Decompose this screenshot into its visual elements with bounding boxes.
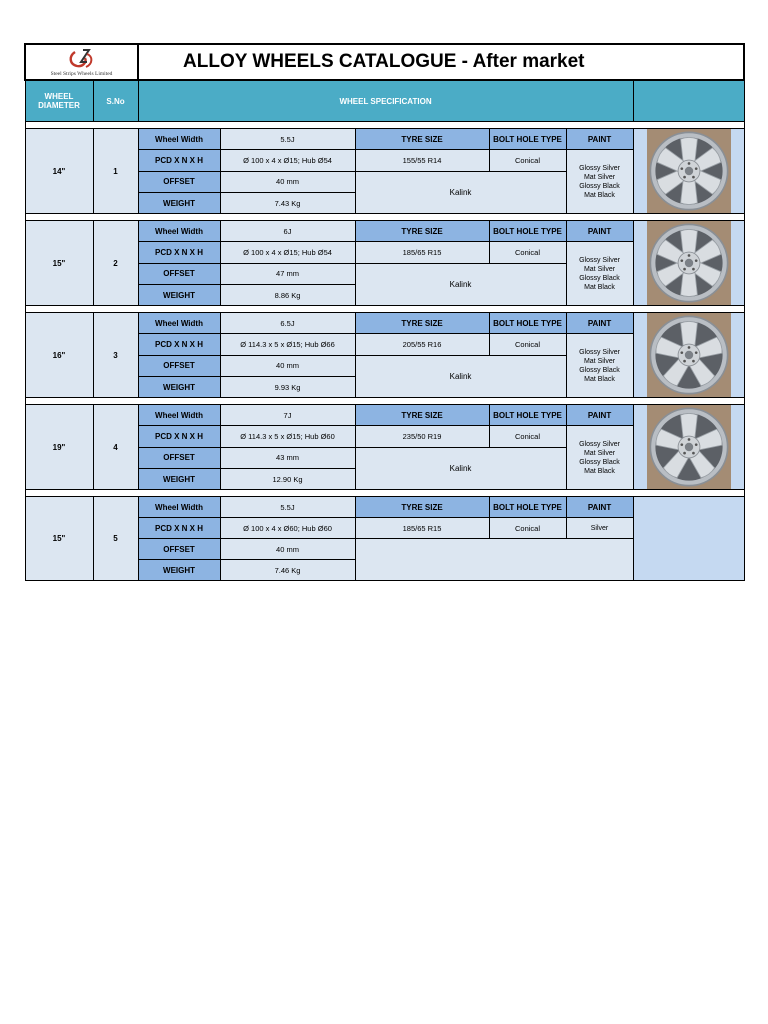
wheel-image-cell: [633, 405, 744, 490]
catalogue-table: [24, 43, 745, 581]
wheel-row: [25, 405, 744, 426]
label-bolt-hole-type: BOLT HOLE TYPE: [489, 405, 566, 426]
value-pcd: Ø 100 x 4 x Ø60; Hub Ø60: [220, 518, 355, 539]
value-tyre-size: 185/65 R15: [355, 518, 489, 539]
value-pcd: Ø 100 x 4 x Ø15; Hub Ø54: [220, 242, 355, 264]
value-pcd: Ø 100 x 4 x Ø15; Hub Ø54: [220, 150, 355, 172]
wheel-image-cell: [633, 497, 744, 581]
gap-cell: [25, 306, 744, 313]
alloy-wheel-image: [646, 313, 732, 397]
value-bolt-hole-type: Conical: [489, 426, 566, 448]
wheel-row: [25, 221, 744, 242]
label-tyre-size: TYRE SIZE: [355, 497, 489, 518]
value-offset: 40 mm: [220, 539, 355, 560]
wheel-diameter: 16": [25, 313, 93, 398]
wheel-image-cell: [633, 221, 744, 306]
value-weight: 8.86 Kg: [220, 285, 355, 306]
wheel-row: [25, 313, 744, 334]
label-weight: WEIGHT: [138, 285, 220, 306]
label-wheel-width: Wheel Width: [138, 405, 220, 426]
label-weight: WEIGHT: [138, 193, 220, 214]
gap-cell: [25, 122, 744, 129]
value-tyre-size: 155/55 R14: [355, 150, 489, 172]
wheel-diameter: 14": [25, 129, 93, 214]
paint-option: Mat Silver: [583, 357, 616, 365]
alloy-wheel-image: [646, 221, 732, 305]
label-paint: PAINT: [566, 405, 633, 426]
paint-option: Mat Black: [584, 467, 615, 475]
label-wheel-width: Wheel Width: [138, 313, 220, 334]
value-bolt-hole-type: Conical: [489, 334, 566, 356]
label-pcd: PCD X N X H: [138, 150, 220, 172]
label-pcd: PCD X N X H: [138, 334, 220, 356]
label-tyre-size: TYRE SIZE: [355, 129, 489, 150]
gap-cell: [25, 214, 744, 221]
gap-cell: [25, 398, 744, 405]
paint-option: Glossy Silver: [579, 256, 620, 264]
serial-number: 1: [93, 129, 138, 214]
col-header-image: [633, 80, 744, 122]
label-offset: OFFSET: [138, 171, 220, 193]
label-pcd: PCD X N X H: [138, 518, 220, 539]
value-manufacturer: Kalink: [355, 447, 566, 490]
paint-option: Mat Black: [584, 375, 615, 383]
label-wheel-width: Wheel Width: [138, 497, 220, 518]
value-offset: 40 mm: [220, 171, 355, 193]
label-pcd: PCD X N X H: [138, 242, 220, 264]
label-tyre-size: TYRE SIZE: [355, 313, 489, 334]
label-bolt-hole-type: BOLT HOLE TYPE: [489, 129, 566, 150]
value-offset: 40 mm: [220, 355, 355, 377]
value-paint: [566, 334, 633, 398]
paint-option: Glossy Black: [579, 458, 620, 466]
paint-option: Glossy Silver: [579, 348, 620, 356]
paint-option: Glossy Silver: [579, 440, 620, 448]
value-manufacturer: Kalink: [355, 355, 566, 398]
value-tyre-size: 185/65 R15: [355, 242, 489, 264]
value-wheel-width: 5.5J: [220, 129, 355, 150]
value-bolt-hole-type: Conical: [489, 150, 566, 172]
value-offset: 47 mm: [220, 263, 355, 285]
value-weight: 7.43 Kg: [220, 193, 355, 214]
label-weight: WEIGHT: [138, 560, 220, 581]
page-title: ALLOY WHEELS CATALOGUE - After market: [138, 44, 744, 80]
paint-option: Mat Silver: [583, 173, 616, 181]
label-wheel-width: Wheel Width: [138, 129, 220, 150]
label-offset: OFFSET: [138, 263, 220, 285]
gap-cell: [25, 490, 744, 497]
alloy-wheel-image: [646, 405, 732, 489]
serial-number: 4: [93, 405, 138, 490]
value-wheel-width: 6J: [220, 221, 355, 242]
row-gap: [25, 306, 744, 313]
wheel-diameter: 15": [25, 221, 93, 306]
paint-option: Mat Black: [584, 283, 615, 291]
logo-cell: [25, 44, 138, 80]
value-weight: 7.46 Kg: [220, 560, 355, 581]
label-paint: PAINT: [566, 221, 633, 242]
label-offset: OFFSET: [138, 539, 220, 560]
label-bolt-hole-type: BOLT HOLE TYPE: [489, 313, 566, 334]
value-manufacturer: Kalink: [355, 263, 566, 306]
label-offset: OFFSET: [138, 355, 220, 377]
value-offset: 43 mm: [220, 447, 355, 469]
value-wheel-width: 6.5J: [220, 313, 355, 334]
value-tyre-size: 235/50 R19: [355, 426, 489, 448]
wheel-image-cell: [633, 129, 744, 214]
label-bolt-hole-type: BOLT HOLE TYPE: [489, 221, 566, 242]
label-tyre-size: TYRE SIZE: [355, 405, 489, 426]
value-paint: [566, 426, 633, 490]
wheel-image-cell: [633, 313, 744, 398]
wheel-row: [25, 129, 744, 150]
label-tyre-size: TYRE SIZE: [355, 221, 489, 242]
value-weight: 12.90 Kg: [220, 469, 355, 490]
company-logo-icon: [67, 48, 97, 70]
paint-option: Mat Silver: [583, 449, 616, 457]
wheel-row: [25, 497, 744, 518]
logo-text: Steel Strips Wheels Limited: [50, 70, 113, 77]
wheel-diameter: 19": [25, 405, 93, 490]
serial-number: 5: [93, 497, 138, 581]
label-paint: PAINT: [566, 313, 633, 334]
label-wheel-width: Wheel Width: [138, 221, 220, 242]
wheel-diameter: 15": [25, 497, 93, 581]
value-wheel-width: 7J: [220, 405, 355, 426]
col-header-diameter: WHEEL DIAMETER: [25, 80, 93, 122]
label-offset: OFFSET: [138, 447, 220, 469]
value-bolt-hole-type: Conical: [489, 518, 566, 539]
paint-option: Glossy Black: [579, 366, 620, 374]
paint-option: Silver: [590, 524, 609, 532]
label-paint: PAINT: [566, 129, 633, 150]
paint-option: Glossy Black: [579, 274, 620, 282]
paint-option: Mat Silver: [583, 265, 616, 273]
label-pcd: PCD X N X H: [138, 426, 220, 448]
value-manufacturer: Kalink: [355, 171, 566, 214]
label-weight: WEIGHT: [138, 469, 220, 490]
serial-number: 2: [93, 221, 138, 306]
value-paint: [566, 242, 633, 306]
row-gap: [25, 490, 744, 497]
label-paint: PAINT: [566, 497, 633, 518]
value-pcd: Ø 114.3 x 5 x Ø15; Hub Ø66: [220, 334, 355, 356]
alloy-wheel-image: [646, 129, 732, 213]
col-header-spec: WHEEL SPECIFICATION: [138, 80, 633, 122]
value-weight: 9.93 Kg: [220, 377, 355, 398]
alloy-wheels-catalogue: [24, 43, 743, 597]
row-gap: [25, 398, 744, 405]
value-pcd: Ø 114.3 x 5 x Ø15; Hub Ø60: [220, 426, 355, 448]
value-paint: [566, 150, 633, 214]
col-header-sno: S.No: [93, 80, 138, 122]
paint-option: Glossy Black: [579, 182, 620, 190]
value-manufacturer: [355, 539, 633, 581]
value-paint: [566, 518, 633, 539]
paint-option: Mat Black: [584, 191, 615, 199]
value-wheel-width: 5.5J: [220, 497, 355, 518]
row-gap: [25, 214, 744, 221]
row-gap: [25, 122, 744, 129]
serial-number: 3: [93, 313, 138, 398]
value-bolt-hole-type: Conical: [489, 242, 566, 264]
label-weight: WEIGHT: [138, 377, 220, 398]
label-bolt-hole-type: BOLT HOLE TYPE: [489, 497, 566, 518]
value-tyre-size: 205/55 R16: [355, 334, 489, 356]
paint-option: Glossy Silver: [579, 164, 620, 172]
